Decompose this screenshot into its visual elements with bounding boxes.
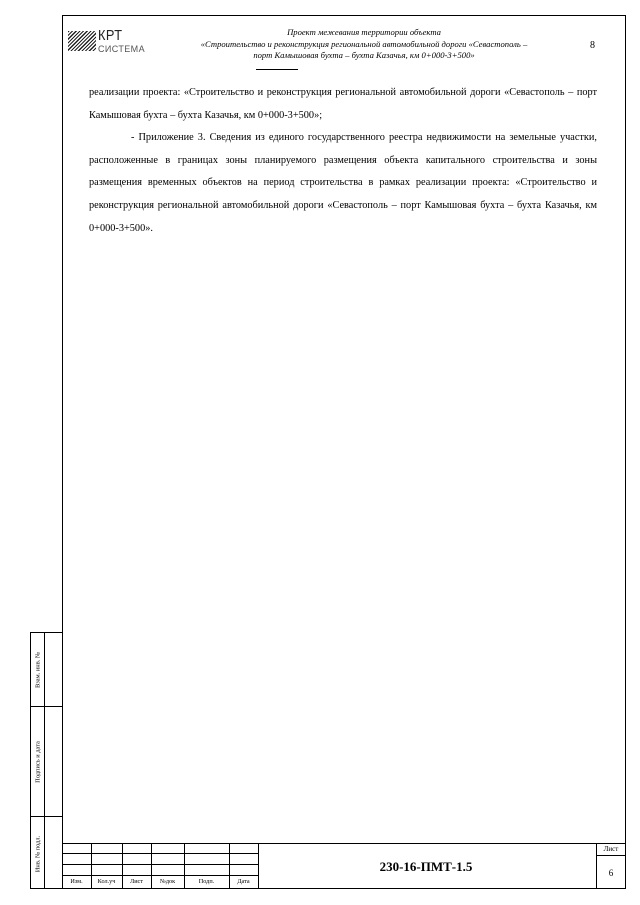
header-line-1: Проект межевания территории объекта (287, 27, 441, 37)
sheet-label: Лист (603, 845, 619, 853)
side-stamp (30, 632, 62, 889)
paragraph-2: - Приложение 3. Сведения из единого государственного реестра недвижимости на земельные участки, расположенные в границах зоны планируемого размещения объекта капитального строительства и зоны размещения временных объектов на период строительства в рамках реализации проекта: «Строительство и реконструкция региональной автомобильной дороги «Севастополь – порт Камышовая бухта – бухта Казачья, км 0+000-3+500». (89, 132, 597, 234)
col-kol-uch: Кол.уч (97, 878, 116, 885)
col-izm: Изм. (70, 878, 83, 885)
logo-main-text: КРТ (98, 27, 123, 44)
side-stamp-label-signature: Подпись и дата (34, 740, 42, 783)
running-header (150, 27, 578, 62)
col-ndok: №док (159, 878, 176, 885)
col-data: Дата (237, 878, 250, 885)
side-stamp-cell-inventory (31, 817, 63, 890)
body-text (89, 82, 597, 240)
document-code: 230-16-ПМТ-1.5 (379, 859, 473, 874)
col-podp: Подп. (198, 878, 215, 885)
logo-sub-text: СИСТЕМА (98, 44, 145, 54)
side-stamp-label-inventory: Инв. № подл. (34, 835, 42, 872)
side-stamp-cell-signature (31, 707, 63, 817)
paragraph-1: реализации проекта: «Строительство и реконструкция региональной автомобильной дороги «Севастополь – порт Камышовая бухта – бухта Казачья, км 0+000-3+500»; (89, 87, 597, 121)
col-list: Лист (130, 878, 143, 885)
company-logo (68, 29, 148, 63)
sheet-number: 6 (608, 868, 614, 878)
side-stamp-cell-replace (31, 633, 63, 707)
header-line-3: порт Камышовая бухта – бухта Казачья, км 0+000-3+500» (253, 50, 475, 60)
header-rule (256, 69, 298, 70)
header-line-2: «Строительство и реконструкция региональной автомобильной дороги «Севастополь – (200, 38, 528, 49)
logo-stripes-icon (68, 31, 96, 51)
header-page-number: 8 (590, 40, 595, 51)
side-stamp-label-replace: Взам. инв. № (34, 651, 42, 688)
